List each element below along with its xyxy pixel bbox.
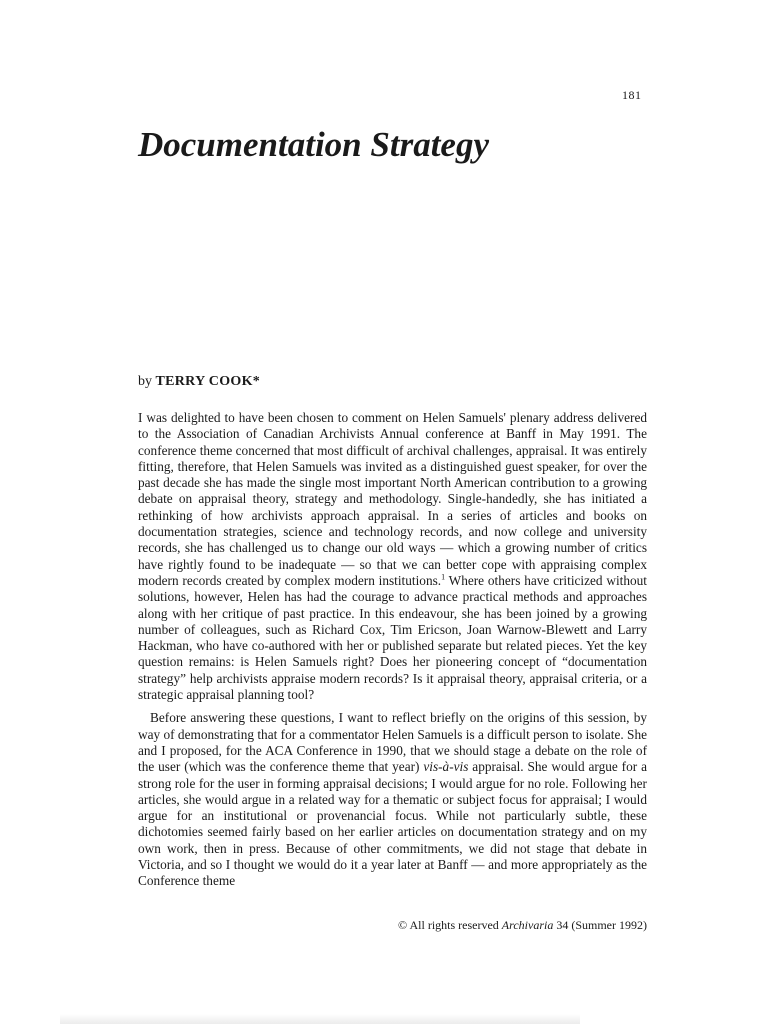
paragraph-text: I was delighted to have been chosen to comment on Helen Samuels' plenary address delivered to the Association of Canadian Archivists Annual conference at Banff in May 1991. The conference theme concerned that most difficult of archival challenges, appraisal. It was entirely fitting, therefore, that Helen Samuels was invited as a distinguished guest speaker, for over the past decade she has made the single most important North American contribution to a growing debate on appraisal theory, strategy and methodology. Single-handedly, she has initiated a rethinking of how archivists approach appraisal. In a series of articles and books on documentation strategies, science and technology records, and now college and university records, she has challenged us to change our old ways — which a growing number of critics have rightly found to be inadequate — so that we can better cope with appraising complex modern records created by complex modern institutions. xyxy=(138,410,647,588)
page-number: 181 xyxy=(622,88,642,102)
italic-phrase: vis-à-vis xyxy=(423,759,469,775)
footnote-marker[interactable]: 1 xyxy=(441,572,446,582)
byline-prefix: by xyxy=(138,374,156,389)
journal-name: Archivaria xyxy=(501,918,554,932)
article-body xyxy=(138,410,647,890)
paragraph-text: appraisal. She would argue for a strong role for the user in forming appraisal decisions; I would argue for no role. Following her articles, she would argue in a related way for a thematic or subject focus for appraisal; I would argue for an institutional or provenancial focus. While not particularly subtle, these dichotomies seemed fairly based on her earlier articles on documentation strategy and on my own work, then in press. Because of other commitments, we did not stage that debate in Victoria, and so I thought we would do it a year later at Banff — and more appropriately as the Conference theme xyxy=(138,759,647,889)
scan-artifact xyxy=(60,1014,580,1024)
byline xyxy=(138,374,260,390)
paragraph-text: Before answering these questions, I want to reflect briefly on the origins of this session, by way of demonstrating that for a commentator Helen Samuels is a difficult person to isolate. She and I proposed, for the ACA Conference in 1990, that we should stage a debate on the role of the user (which was the conference theme that year) xyxy=(138,710,647,775)
rights-text: © All rights reserved xyxy=(398,918,502,932)
article-title: Documentation Strategy xyxy=(138,125,489,164)
body-paragraph xyxy=(138,410,647,703)
copyright-footer xyxy=(380,918,647,933)
issue-info: 34 (Summer 1992) xyxy=(553,918,647,932)
author-name: TERRY COOK* xyxy=(155,374,261,389)
body-paragraph xyxy=(138,710,647,889)
paragraph-text: Where others have criticized without solutions, however, Helen has had the courage to advance practical methods and approaches along with her critique of past practice. In this endeavour, she has been joined by a growing number of colleagues, such as Richard Cox, Tim Ericson, Joan Warnow-Blewett and Larry Hackman, who have co-authored with her or published separate but related pieces. Yet the key question remains: is Helen Samuels right? Does her pioneering concept of “documentation strategy” help archivists appraise modern records? Is it appraisal theory, appraisal criteria, or a strategic appraisal planning tool? xyxy=(138,572,647,703)
